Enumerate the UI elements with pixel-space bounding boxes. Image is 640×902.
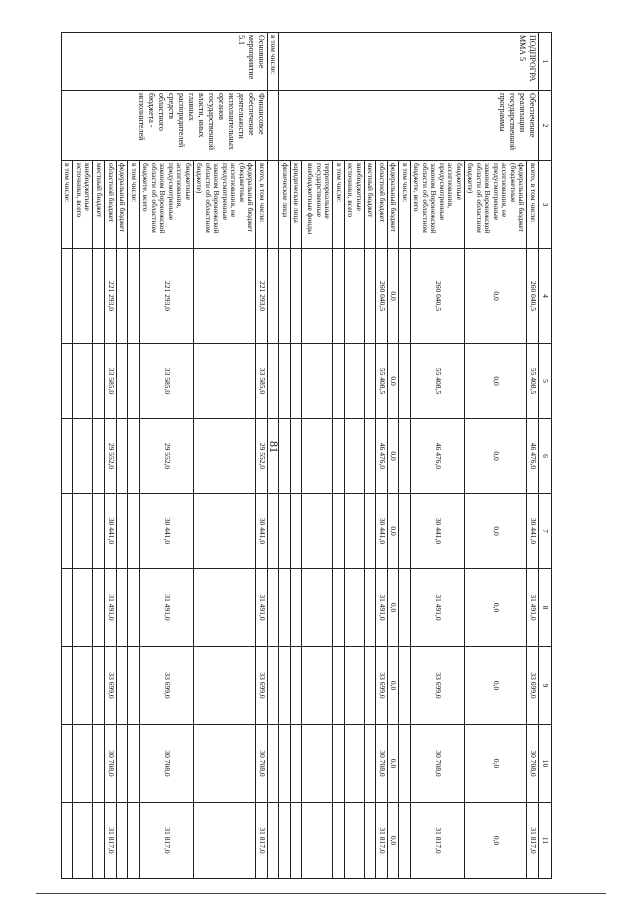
value-cell <box>345 419 365 494</box>
value-cell <box>93 419 105 494</box>
value-cell <box>128 569 140 647</box>
value-cell <box>302 419 333 494</box>
value-cell: 46 476,0 <box>527 419 539 494</box>
funding-source: федеральный бюджет (бюджетные ассигнования, не предусмотренные законом Воронежской области об областном бюджете) <box>194 161 257 249</box>
value-cell <box>194 419 257 494</box>
value-cell <box>291 647 303 725</box>
value-cell <box>73 647 93 725</box>
value-cell <box>365 249 377 344</box>
value-cell <box>279 249 291 344</box>
value-cell <box>117 344 129 419</box>
value-cell <box>73 569 93 647</box>
value-cell <box>194 725 257 803</box>
value-cell <box>365 344 377 419</box>
value-cell <box>73 249 93 344</box>
value-cell: 30 441,0 <box>140 494 194 569</box>
value-cell: 0,0 <box>465 647 528 725</box>
value-cell: 30 708,0 <box>256 725 268 803</box>
funding-source: федеральный бюджет <box>388 161 400 249</box>
value-cell <box>333 494 345 569</box>
block1-label: ПОДПРОГРАММА 5 <box>279 33 539 91</box>
value-cell: 0,0 <box>465 803 528 879</box>
funding-source: федеральный бюджет (бюджетные ассигнования, не предусмотренные законом Воронежской области об областном бюджете) <box>465 161 528 249</box>
value-cell <box>62 803 74 879</box>
value-cell: 0,0 <box>388 249 400 344</box>
value-cell <box>279 569 291 647</box>
value-cell <box>345 647 365 725</box>
value-cell <box>279 494 291 569</box>
value-cell: 33 699,0 <box>527 647 539 725</box>
value-cell <box>62 344 74 419</box>
value-cell: 31 491,0 <box>105 569 117 647</box>
funding-source: в том числе: <box>333 161 345 249</box>
empty-cell <box>268 419 280 494</box>
value-cell: 55 408,5 <box>411 344 465 419</box>
value-cell <box>365 803 377 879</box>
value-cell <box>73 725 93 803</box>
header-cell: 5 <box>539 344 552 419</box>
value-cell: 0,0 <box>465 419 528 494</box>
value-cell <box>73 803 93 879</box>
value-cell: 33 585,0 <box>140 344 194 419</box>
value-cell <box>365 647 377 725</box>
value-cell <box>333 647 345 725</box>
value-cell: 30 441,0 <box>411 494 465 569</box>
funding-source: внебюджетные источники, всего <box>345 161 365 249</box>
value-cell: 31 817,0 <box>140 803 194 879</box>
value-cell <box>399 803 411 879</box>
value-cell <box>62 647 74 725</box>
value-cell: 55 408,5 <box>527 344 539 419</box>
header-cell: 2 <box>539 91 552 161</box>
value-cell <box>117 419 129 494</box>
value-cell: 31 817,0 <box>105 803 117 879</box>
header-cell: 9 <box>539 647 552 725</box>
block2-name: Финансовое обеспечение деятельности исполнительных органов государственной власти, иных главных распорядителей средств областного бюджета - исполнителей <box>62 91 268 161</box>
header-cell: 7 <box>539 494 552 569</box>
value-cell <box>62 494 74 569</box>
value-cell <box>93 569 105 647</box>
value-cell <box>399 647 411 725</box>
empty-cell <box>268 647 280 725</box>
value-cell <box>128 344 140 419</box>
funding-source: физические лица <box>279 161 291 249</box>
value-cell <box>194 494 257 569</box>
table-row <box>527 33 539 879</box>
value-cell <box>279 419 291 494</box>
value-cell: 260 040,5 <box>527 249 539 344</box>
value-cell <box>62 419 74 494</box>
value-cell: 0,0 <box>388 419 400 494</box>
empty-cell <box>268 494 280 569</box>
value-cell <box>399 344 411 419</box>
value-cell: 30 441,0 <box>376 494 388 569</box>
value-cell: 30 441,0 <box>256 494 268 569</box>
empty-cell <box>268 344 280 419</box>
value-cell <box>302 344 333 419</box>
header-cell: 8 <box>539 569 552 647</box>
funding-source: в том числе: <box>128 161 140 249</box>
value-cell <box>333 419 345 494</box>
table-row <box>256 33 268 879</box>
funding-source: в том числе: <box>62 161 74 249</box>
value-cell <box>302 803 333 879</box>
value-cell <box>117 249 129 344</box>
value-cell <box>194 569 257 647</box>
value-cell <box>345 803 365 879</box>
value-cell: 29 552,0 <box>140 419 194 494</box>
value-cell <box>73 344 93 419</box>
value-cell <box>399 569 411 647</box>
value-cell <box>62 725 74 803</box>
value-cell: 0,0 <box>388 725 400 803</box>
value-cell <box>399 249 411 344</box>
value-cell <box>117 725 129 803</box>
value-cell: 0,0 <box>388 647 400 725</box>
value-cell <box>128 494 140 569</box>
value-cell: 30 441,0 <box>527 494 539 569</box>
value-cell: 31 491,0 <box>256 569 268 647</box>
value-cell: 29 552,0 <box>105 419 117 494</box>
value-cell: 30 708,0 <box>411 725 465 803</box>
value-cell: 30 708,0 <box>376 725 388 803</box>
funding-source: в том числе: <box>399 161 411 249</box>
value-cell <box>333 725 345 803</box>
funding-source: областной бюджет <box>105 161 117 249</box>
value-cell: 30 708,0 <box>527 725 539 803</box>
value-cell: 0,0 <box>388 494 400 569</box>
value-cell: 31 817,0 <box>527 803 539 879</box>
value-cell <box>279 647 291 725</box>
value-cell <box>93 725 105 803</box>
empty-cell <box>268 803 280 879</box>
value-cell <box>302 647 333 725</box>
bottom-rule <box>36 893 606 894</box>
value-cell <box>345 249 365 344</box>
value-cell <box>345 569 365 647</box>
value-cell: 31 491,0 <box>527 569 539 647</box>
value-cell <box>279 344 291 419</box>
value-cell: 33 699,0 <box>140 647 194 725</box>
value-cell: 221 293,0 <box>256 249 268 344</box>
value-cell: 55 408,5 <box>376 344 388 419</box>
value-cell <box>128 249 140 344</box>
funding-source: всего, в том числе: <box>256 161 268 249</box>
value-cell: 30 708,0 <box>140 725 194 803</box>
value-cell <box>333 569 345 647</box>
value-cell <box>291 803 303 879</box>
value-cell: 0,0 <box>465 344 528 419</box>
empty-cell <box>268 91 280 161</box>
value-cell: 221 293,0 <box>105 249 117 344</box>
value-cell <box>117 803 129 879</box>
value-cell <box>194 803 257 879</box>
funding-source: бюджетные ассигнования, предусмотренные законом Воронежской области об областном бюджете, всего <box>411 161 465 249</box>
funding-source: территориальные государственные внебюджетные фонды <box>302 161 333 249</box>
value-cell <box>302 494 333 569</box>
value-cell <box>365 725 377 803</box>
value-cell <box>365 494 377 569</box>
value-cell <box>302 249 333 344</box>
page-number: 81 <box>267 441 281 453</box>
rotated-table-container <box>63 32 552 878</box>
value-cell <box>345 494 365 569</box>
value-cell <box>365 419 377 494</box>
header-cell: 10 <box>539 725 552 803</box>
budget-table <box>61 32 552 879</box>
value-cell <box>194 344 257 419</box>
header-cell: 1 <box>539 33 552 91</box>
funding-source: местный бюджет <box>93 161 105 249</box>
header-cell: 3 <box>539 161 552 249</box>
value-cell <box>302 725 333 803</box>
value-cell <box>279 725 291 803</box>
funding-source: внебюджетные источники, всего <box>73 161 93 249</box>
value-cell <box>194 647 257 725</box>
funding-source: местный бюджет <box>365 161 377 249</box>
empty-cell <box>268 161 280 249</box>
value-cell <box>93 249 105 344</box>
value-cell <box>62 569 74 647</box>
block2-label: Основное мероприятие 5.1 <box>62 33 268 91</box>
value-cell: 221 293,0 <box>140 249 194 344</box>
value-cell <box>291 494 303 569</box>
value-cell <box>117 569 129 647</box>
value-cell: 33 699,0 <box>105 647 117 725</box>
value-cell <box>93 344 105 419</box>
value-cell: 30 708,0 <box>105 725 117 803</box>
value-cell <box>128 803 140 879</box>
empty-cell <box>268 249 280 344</box>
value-cell <box>399 419 411 494</box>
value-cell <box>73 419 93 494</box>
value-cell <box>399 494 411 569</box>
value-cell <box>345 344 365 419</box>
value-cell <box>365 569 377 647</box>
value-cell: 33 699,0 <box>411 647 465 725</box>
value-cell: 33 699,0 <box>256 647 268 725</box>
value-cell <box>128 419 140 494</box>
value-cell: 31 817,0 <box>411 803 465 879</box>
value-cell <box>291 344 303 419</box>
value-cell <box>333 344 345 419</box>
value-cell <box>345 725 365 803</box>
value-cell: 0,0 <box>465 249 528 344</box>
funding-source: всего, в том числе: <box>527 161 539 249</box>
funding-source: бюджетные ассигнования, предусмотренные законом Воронежской области об областном бюджете, всего <box>140 161 194 249</box>
value-cell: 46 476,0 <box>411 419 465 494</box>
value-cell: 31 491,0 <box>140 569 194 647</box>
value-cell: 0,0 <box>388 344 400 419</box>
value-cell: 29 552,0 <box>256 419 268 494</box>
header-cell: 6 <box>539 419 552 494</box>
value-cell <box>333 803 345 879</box>
funding-source: юридические лица <box>291 161 303 249</box>
value-cell <box>291 419 303 494</box>
value-cell <box>128 647 140 725</box>
value-cell <box>117 647 129 725</box>
funding-source: федеральный бюджет <box>117 161 129 249</box>
value-cell <box>291 725 303 803</box>
value-cell: 0,0 <box>388 803 400 879</box>
value-cell <box>93 803 105 879</box>
value-cell: 0,0 <box>465 725 528 803</box>
value-cell: 30 441,0 <box>105 494 117 569</box>
value-cell <box>73 494 93 569</box>
value-cell <box>333 249 345 344</box>
rotated-table-frame <box>63 32 552 878</box>
value-cell <box>279 803 291 879</box>
in-total-label: в том числе: <box>268 33 280 91</box>
empty-cell <box>268 569 280 647</box>
value-cell <box>62 249 74 344</box>
value-cell: 33 585,0 <box>105 344 117 419</box>
value-cell: 31 491,0 <box>376 569 388 647</box>
value-cell: 260 040,5 <box>411 249 465 344</box>
value-cell <box>302 569 333 647</box>
header-cell: 11 <box>539 803 552 879</box>
value-cell <box>291 249 303 344</box>
value-cell: 260 040,5 <box>376 249 388 344</box>
value-cell <box>399 725 411 803</box>
value-cell <box>194 249 257 344</box>
value-cell: 31 491,0 <box>411 569 465 647</box>
value-cell: 31 817,0 <box>256 803 268 879</box>
funding-source: областной бюджет <box>376 161 388 249</box>
value-cell: 0,0 <box>465 569 528 647</box>
value-cell: 0,0 <box>388 569 400 647</box>
value-cell: 31 817,0 <box>376 803 388 879</box>
value-cell: 46 476,0 <box>376 419 388 494</box>
empty-cell <box>268 725 280 803</box>
value-cell <box>117 494 129 569</box>
header-cell: 4 <box>539 249 552 344</box>
block1-name: Обеспечение реализации государственной программы <box>279 91 539 161</box>
value-cell: 33 699,0 <box>376 647 388 725</box>
value-cell: 0,0 <box>465 494 528 569</box>
value-cell: 33 585,0 <box>256 344 268 419</box>
value-cell <box>128 725 140 803</box>
value-cell <box>291 569 303 647</box>
value-cell <box>93 647 105 725</box>
value-cell <box>93 494 105 569</box>
table-row <box>268 33 280 879</box>
